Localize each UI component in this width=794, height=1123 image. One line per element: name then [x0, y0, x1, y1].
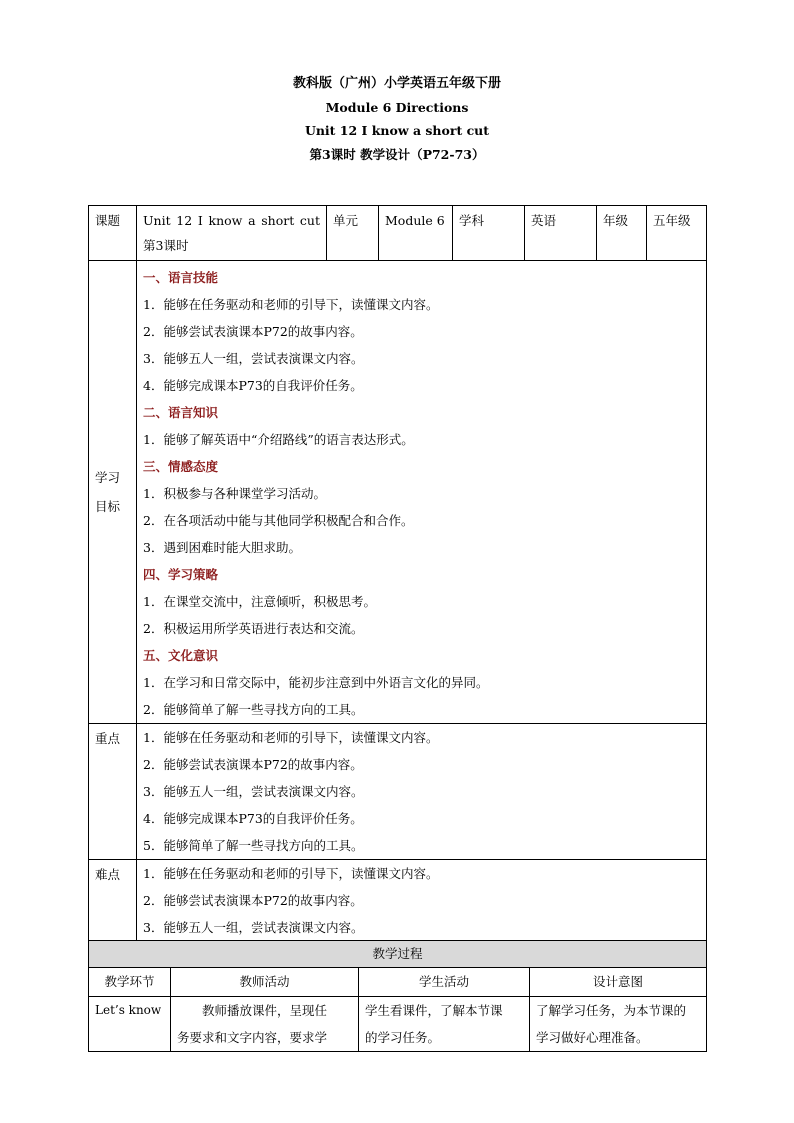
section-title: 五、文化意识	[143, 648, 219, 663]
list-item: 2．能够简单了解一些寻找方向的工具。	[143, 702, 364, 717]
column-header: 教学环节	[89, 968, 171, 997]
module-title: Module 6 Directions	[325, 99, 469, 115]
grade-label: 年级	[597, 206, 647, 261]
list-item: 1．在课堂交流中，注意倾听，积极思考。	[143, 594, 376, 609]
process-title-row	[89, 941, 707, 968]
section-title: 四、学习策略	[143, 567, 219, 582]
list-item: 3．能够五人一组，尝试表演课文内容。	[143, 920, 364, 935]
key-points-content	[137, 724, 707, 860]
list-item: 1．能够了解英语中“介绍路线”的语言表达形式。	[143, 432, 414, 447]
unit-value: Module 6	[379, 206, 453, 261]
student-activity-cell: 学生看课件，了解本节课 的学习任务。	[359, 997, 530, 1052]
list-item: 2．能够尝试表演课本P72的故事内容。	[143, 893, 363, 908]
list-item: 1．在学习和日常交际中，能初步注意到中外语言文化的异同。	[143, 675, 489, 690]
course-label: 课题	[89, 206, 137, 261]
teacher-activity-cell: 教师播放课件，呈现任 务要求和文字内容，要求学	[171, 997, 359, 1052]
objectives-label: 学习 目标	[89, 261, 137, 724]
difficulties-content	[137, 860, 707, 942]
list-item: 4．能够完成课本P73的自我评价任务。	[143, 378, 363, 393]
section-title: 二、语言知识	[143, 405, 219, 420]
document-header	[0, 72, 794, 166]
list-item: 1．积极参与各种课堂学习活动。	[143, 486, 326, 501]
objectives-row	[89, 261, 707, 724]
key-points-label: 重点	[89, 724, 137, 860]
list-item: 2．能够尝试表演课本P72的故事内容。	[143, 757, 363, 772]
lesson-plan-table	[88, 205, 707, 942]
list-item: 2．能够尝试表演课本P72的故事内容。	[143, 324, 363, 339]
course-value-line2: 第3课时	[143, 238, 189, 253]
list-item: 1．能够在任务驱动和老师的引导下，读懂课文内容。	[143, 866, 439, 881]
unit-label: 单元	[327, 206, 379, 261]
column-header: 学生活动	[359, 968, 530, 997]
list-item: 3．遇到困难时能大胆求助。	[143, 540, 301, 555]
subject-label: 学科	[453, 206, 525, 261]
list-item: 1．能够在任务驱动和老师的引导下，读懂课文内容。	[143, 297, 439, 312]
objectives-content	[137, 261, 707, 724]
table-row	[89, 997, 707, 1052]
lesson-title: 第3课时 教学设计（P72-73）	[309, 146, 485, 162]
unit-title: Unit 12 I know a short cut	[304, 123, 490, 138]
list-item: 2．积极运用所学英语进行表达和交流。	[143, 621, 364, 636]
column-header: 设计意图	[530, 968, 707, 997]
info-row	[89, 206, 707, 261]
difficulties-row	[89, 860, 707, 942]
difficulties-label: 难点	[89, 860, 137, 942]
list-item: 1．能够在任务驱动和老师的引导下，读懂课文内容。	[143, 730, 439, 745]
list-item: 2．在各项活动中能与其他同学积极配合和合作。	[143, 513, 414, 528]
subject-value: 英语	[525, 206, 597, 261]
process-title: 教学过程	[89, 941, 707, 968]
section-title: 一、语言技能	[143, 270, 219, 285]
list-item: 5．能够简单了解一些寻找方向的工具。	[143, 838, 364, 853]
process-header-row	[89, 968, 707, 997]
key-points-row	[89, 724, 707, 860]
list-item: 3．能够五人一组，尝试表演课文内容。	[143, 351, 364, 366]
grade-value: 五年级	[647, 206, 707, 261]
course-value-line1: Unit 12 I know a short cut	[143, 213, 320, 228]
teaching-process-table	[88, 940, 707, 1052]
section-title: 三、情感态度	[143, 459, 219, 474]
doc-title: 教科版（广州）小学英语五年级下册	[292, 76, 501, 91]
design-intent-cell: 了解学习任务，为本节课的 学习做好心理准备。	[530, 997, 707, 1052]
list-item: 3．能够五人一组，尝试表演课文内容。	[143, 784, 364, 799]
stage-cell: Let’s know	[89, 997, 171, 1052]
course-value	[137, 206, 327, 261]
list-item: 4．能够完成课本P73的自我评价任务。	[143, 811, 363, 826]
column-header: 教师活动	[171, 968, 359, 997]
